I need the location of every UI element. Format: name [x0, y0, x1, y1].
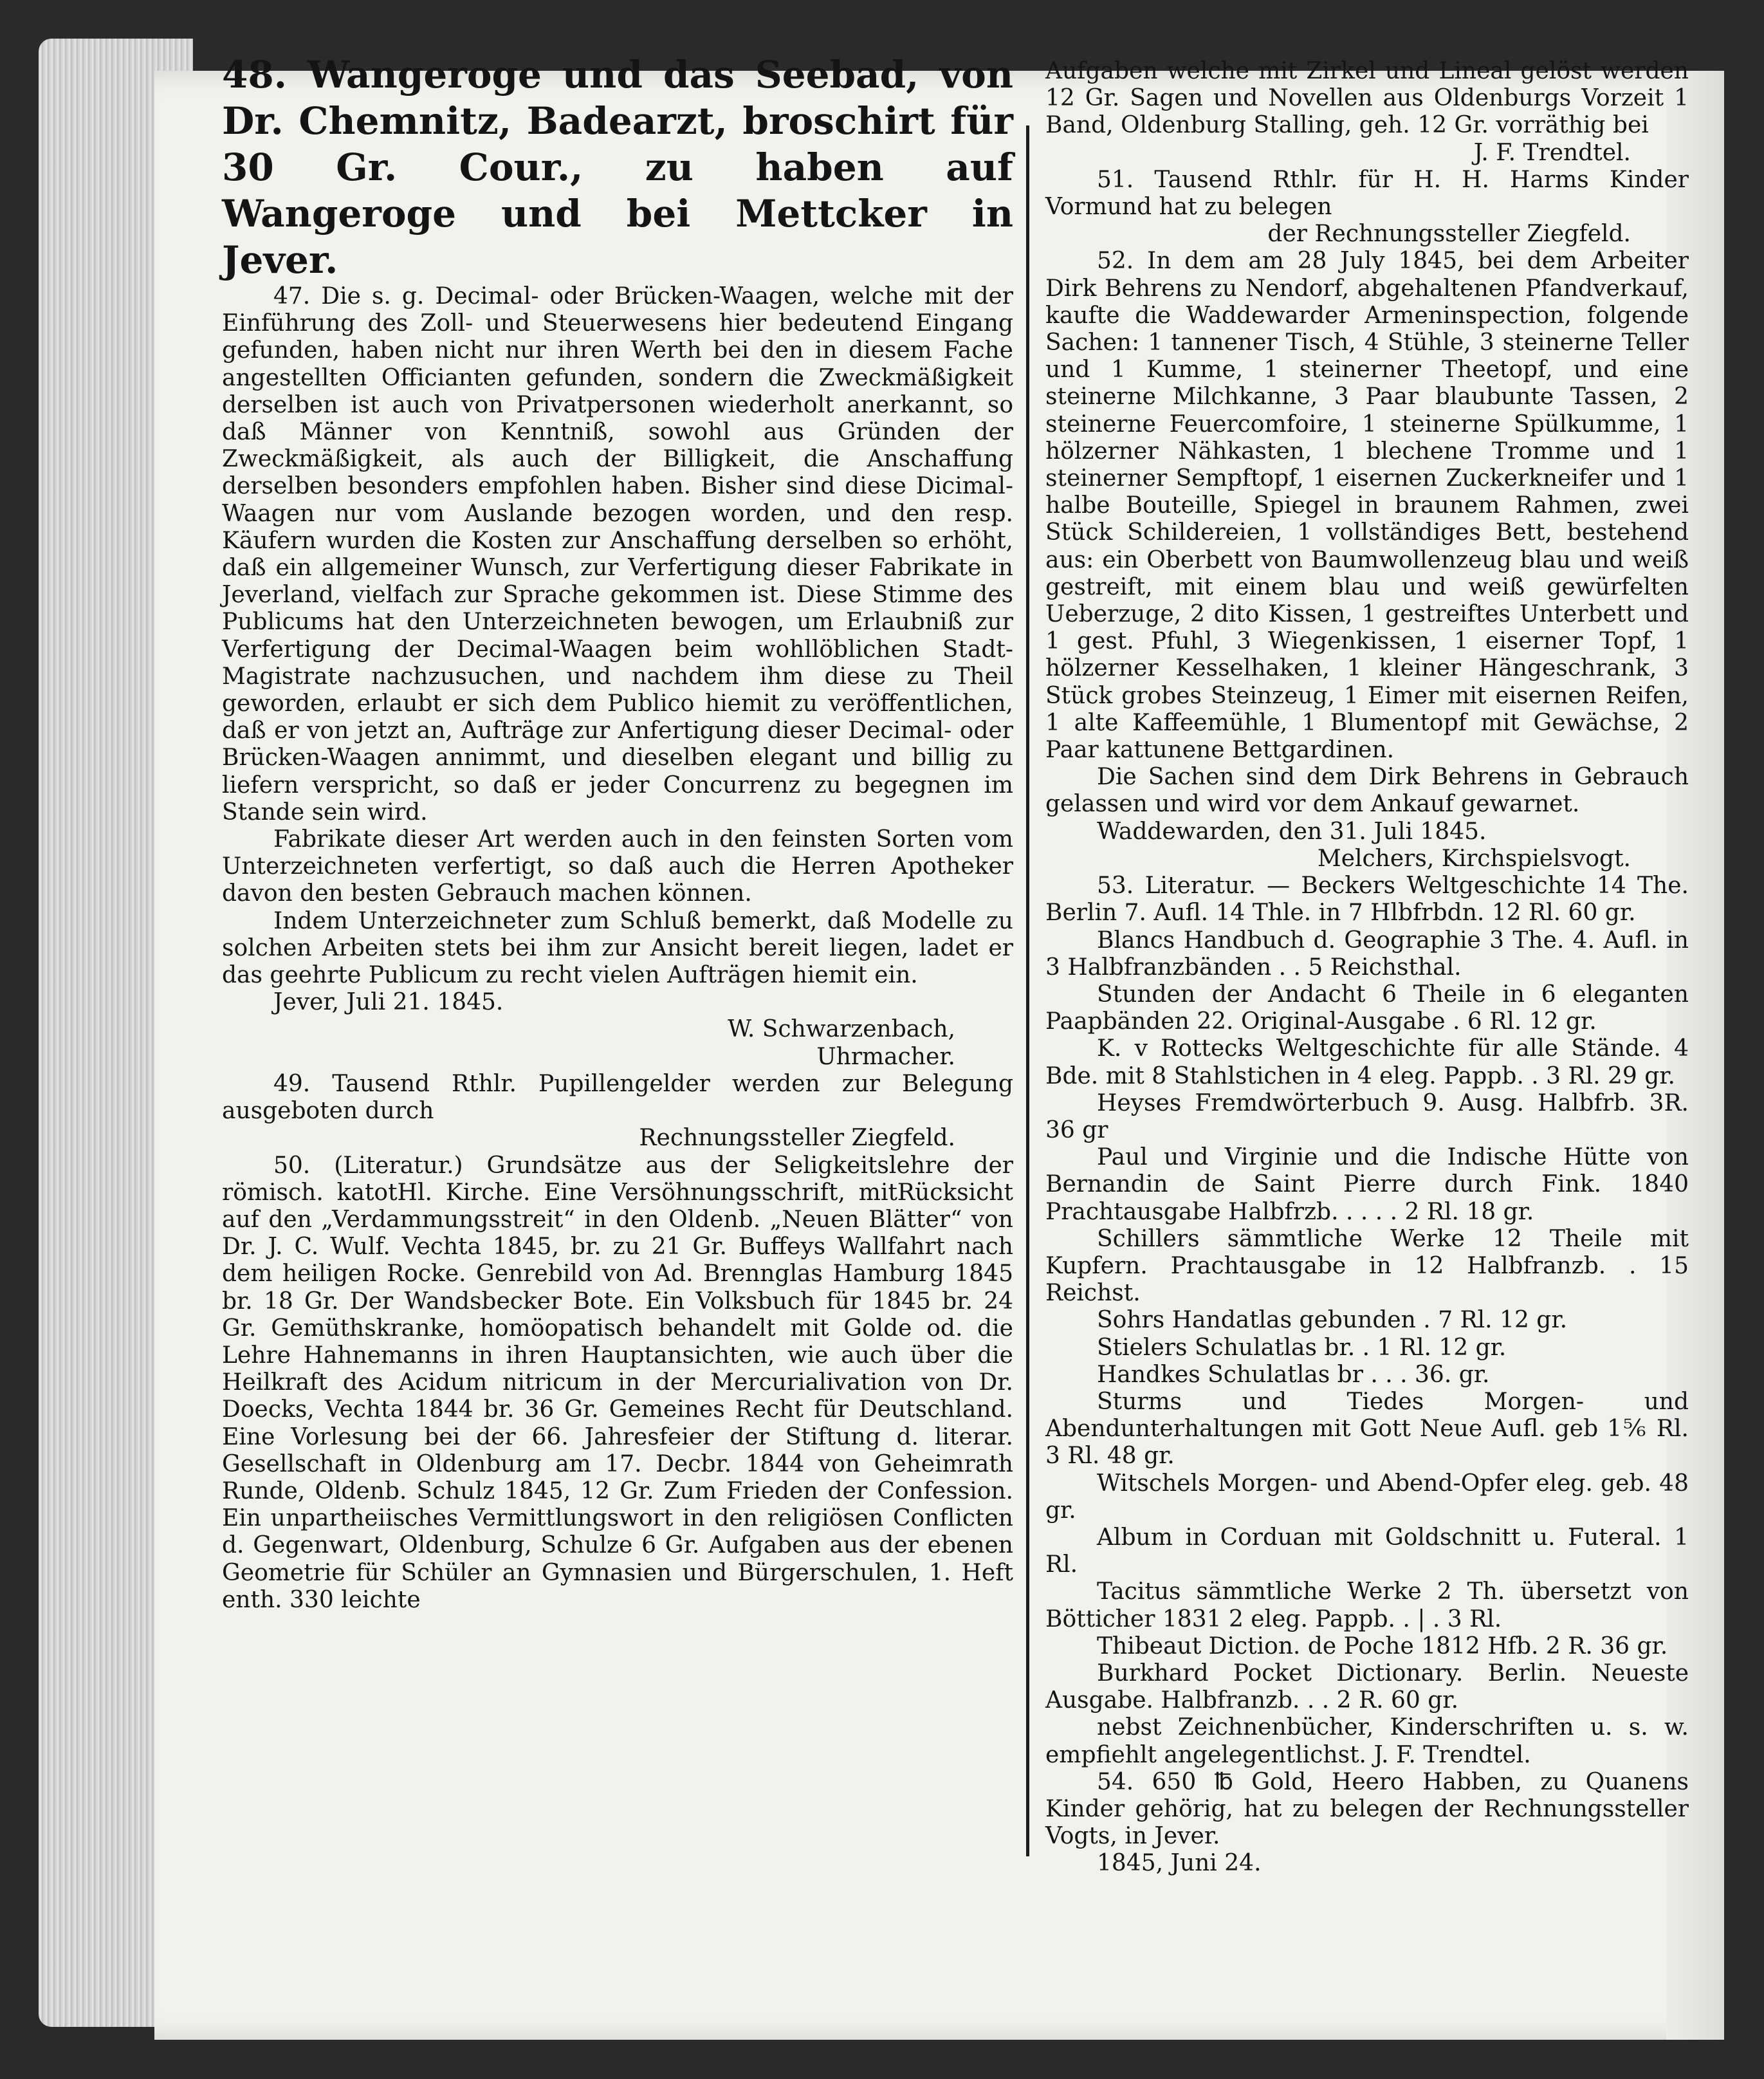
notice-52-signature: Melchers, Kirchspielsvogt. — [1317, 845, 1631, 872]
notice-52-body: 52. In dem am 28 July 1845, bei dem Arbeiter Dirk Behrens zu Nendorf, abgehaltenen Pfandverkauf, kaufte die Waddewarder Armeninspection, folgende Sachen: 1 tannener Tisch, 4 Stühle, 3 steinerne Teller und 1 Kumme, 1 steinerner Theetopf, und eine steinerne Milchkanne, 3 Paar blaubunte Tassen, 2 steinerne Feuercomfoire, 1 steinerne Spülkumme, 1 hölzerner Nähkasten, 1 blechene Tromme und 1 steinerner Sempftopf, 1 eisernen Zuckerkneifer und 1 halbe Bouteille, Spiegel in braunem Rahmen, zwei Stück Schildereien, 1 vollständiges Bett, bestehend aus: ein Oberbett von Baumwollenzeug blau und weiß gestreift, mit einem blau und weiß gewürfelten Ueberzuge, 2 dito Kissen, 1 gestreiftes Unterbett und 1 gest. Pfuhl, 3 Wiegenkissen, 1 eiserner Topf, 1 hölzerner Kesselhaken, 1 kleiner Hängeschrank, 3 Stück grobes Steinzeug, 1 Eimer mit eisernen Reifen, 1 alte Kaffeemühle, 1 Blumentopf mit Gewächse, 2 Paar kattunene Bettgardinen. — [1045, 248, 1689, 764]
notice-53-item: Blancs Handbuch d. Geographie 3 The. 4. Aufl. in 3 Halbfranzbänden . . 5 Reichsthal. — [1045, 927, 1689, 981]
notice-53-body: 53. Literatur. — Beckers Weltgeschichte 14 The. Berlin 7. Aufl. 14 Thle. in 7 Hlbfrbdn. 12 Rl. 60 gr. — [1045, 873, 1689, 927]
notice-49-signature: Rechnungssteller Ziegfeld. — [639, 1125, 955, 1152]
notice-53-item: Heyses Fremdwörterbuch 9. Ausg. Halbfrb. 3R. 36 gr — [1045, 1089, 1689, 1143]
right-column — [1045, 58, 1689, 1878]
notice-50-continued: Aufgaben welche mit Zirkel und Lineal gelöst werden 12 Gr. Sagen und Novellen aus Oldenburgs Vorzeit 1 Band, Oldenburg Stalling, geh. 12 Gr. vorräthig bei — [1045, 58, 1689, 139]
notice-53-item: Sohrs Handatlas gebunden . 7 Rl. 12 gr. — [1097, 1307, 1568, 1334]
notice-47-date: Jever, Juli 21. 1845. — [273, 989, 504, 1016]
column-rule — [1026, 125, 1029, 1856]
notice-53-item: Sturms und Tiedes Morgen- und Abendunterhaltungen mit Gott Neue Aufl. geb 1⅚ Rl. 3 Rl. 48 gr. — [1045, 1388, 1689, 1470]
notice-53-item: Thibeaut Diction. de Poche 1812 Hfb. 2 R. 36 gr. — [1097, 1632, 1668, 1659]
notice-53-item: Handkes Schulatlas br . . . 36. gr. — [1097, 1361, 1490, 1388]
notice-52-date: Waddewarden, den 31. Juli 1845. — [1097, 818, 1487, 845]
notice-53-item: Paul und Virginie und die Indische Hütte von Bernandin de Saint Pierre durch Fink. 1840 Prachtausgabe Halbfrzb. . . . . 2 Rl. 18 gr. — [1045, 1144, 1689, 1225]
notice-47-occupation: Uhrmacher. — [816, 1043, 955, 1070]
notice-54-date: 1845, Juni 24. — [1097, 1850, 1262, 1877]
notice-51-signature: der Rechnungssteller Ziegfeld. — [1267, 221, 1631, 248]
notice-53-item: K. v Rottecks Weltgeschichte für alle Stände. 4 Bde. mit 8 Stahlstichen in 4 eleg. Pappb. . 3 Rl. 29 gr. — [1045, 1035, 1689, 1089]
notice-53-item: Witschels Morgen- und Abend-Opfer eleg. geb. 48 gr. — [1045, 1470, 1689, 1524]
notice-47-signature: W. Schwarzenbach, — [728, 1016, 955, 1043]
notice-51-body: 51. Tausend Rthlr. für H. H. Harms Kinder Vormund hat zu belegen — [1045, 166, 1689, 221]
notice-54-body: 54. 650 ℔ Gold, Heero Habben, zu Quanens Kinder gehörig, hat zu belegen der Rechnungssteller Vogts, in Jever. — [1045, 1768, 1689, 1850]
left-column — [222, 51, 1013, 1614]
notice-53-item: Schillers sämmtliche Werke 12 Theile mit Kupfern. Prachtausgabe in 12 Halbfranzb. . 15 Reichst. — [1045, 1225, 1689, 1307]
notice-47-paragraph-3: Indem Unterzeichneter zum Schluß bemerkt, daß Modelle zu solchen Arbeiten stets bei ihm zur Ansicht bereit liegen, ladet er das geehrte Publicum zu recht vielen Aufträgen hiemit ein. — [222, 907, 1013, 989]
notice-53-item: Stielers Schulatlas br. . 1 Rl. 12 gr. — [1097, 1334, 1507, 1361]
notice-53-item: nebst Zeichnenbücher, Kinderschriften u. s. w. empfiehlt angelegentlichst. J. F. Trendtel. — [1045, 1714, 1689, 1768]
notice-52-paragraph-2: Die Sachen sind dem Dirk Behrens in Gebrauch gelassen und wird vor dem Ankauf gewarnet. — [1045, 764, 1689, 818]
notice-49-body: 49. Tausend Rthlr. Pupillengelder werden zur Belegung ausgeboten durch — [222, 1070, 1013, 1125]
notice-53-item: Stunden der Andacht 6 Theile in 6 eleganten Paapbänden 22. Original-Ausgabe . 6 Rl. 12 gr. — [1045, 981, 1689, 1035]
notice-47-paragraph-2: Fabrikate dieser Art werden auch in den feinsten Sorten vom Unterzeichneten verfertigt, so daß auch die Herren Apotheker davon den besten Gebrauch machen können. — [222, 826, 1013, 907]
notice-53-item: Burkhard Pocket Dictionary. Berlin. Neueste Ausgabe. Halbfranzb. . . 2 R. 60 gr. — [1045, 1659, 1689, 1714]
notice-50-signature: J. F. Trendtel. — [1473, 139, 1631, 166]
notice-53-item: Tacitus sämmtliche Werke 2 Th. übersetzt von Bötticher 1831 2 eleg. Pappb. . | . 3 Rl. — [1045, 1578, 1689, 1632]
notice-53-item: Album in Corduan mit Goldschnitt u. Futeral. 1 Rl. — [1045, 1524, 1689, 1578]
notice-47-body: 47. Die s. g. Decimal- oder Brücken-Waagen, welche mit der Einführung des Zoll- und Steuerwesens hier bedeutend Eingang gefunden, haben nicht nur ihren Werth bei den in diesem Fache angestellten Officianten gefunden, sondern die Zweckmäßigkeit derselben ist auch von Privatpersonen wiederholt anerkannt, so daß Männer von Kenntniß, sowohl aus Gründen der Zweckmäßigkeit, als auch der Billigkeit, die Anschaffung derselben besonders empfohlen haben. Bisher sind diese Dicimal-Waagen nur vom Auslande bezogen worden, und den resp. Käufern wurden die Kosten zur Anschaffung derselben so erhöht, daß ein allgemeiner Wunsch, zur Verfertigung dieser Fabrikate in Jeverland, vielfach zur Sprache gekommen ist. Diese Stimme des Publicums hat den Unterzeichneten bewogen, um Erlaubniß zur Verfertigung der Decimal-Waagen beim wohllöblichen Stadt-Magistrate nachzusuchen, und nachdem ihm diese zu Theil geworden, erlaubt er sich dem Publico hiemit zu veröffentlichen, daß er von jetzt an, Aufträge zur Anfertigung dieser Decimal- oder Brücken-Waagen annimmt, und dieselben elegant und billig zu liefern verspricht, so daß er jeder Concurrenz zu begegnen im Stande sein wird. — [222, 283, 1013, 826]
notice-48-heading: 48. Wangeroge und das Seebad, von Dr. Chemnitz, Badearzt, broschirt für 30 Gr. Cour., zu haben auf Wangeroge und bei Mettcker in Jever. — [222, 53, 1013, 282]
notice-50-body: 50. (Literatur.) Grundsätze aus der Seligkeitslehre der römisch. katotHl. Kirche. Eine Versöhnungsschrift, mitRücksicht auf den „Verdammungsstreit“ in den Oldenb. „Neuen Blätter“ von Dr. J. C. Wulf. Vechta 1845, br. zu 21 Gr. Buffeys Wallfahrt nach dem heiligen Rocke. Genrebild von Ad. Brennglas Hamburg 1845 br. 18 Gr. Der Wandsbecker Bote. Ein Volksbuch für 1845 br. 24 Gr. Gemüthskranke, homöopatisch behandelt mit Golde od. die Lehre Hahnemanns in ihren Hauptansichten, wie auch über die Heilkraft des Acidum nitricum in der Mercurialivation von Dr. Doecks, Vechta 1844 br. 36 Gr. Gemeines Recht für Deutschland. Eine Vorlesung bei der 66. Jahresfeier der Stiftung d. literar. Gesellschaft in Oldenburg am 17. Decbr. 1844 von Geheimrath Runde, Oldenb. Schulz 1845, 12 Gr. Zum Frieden der Confession. Ein unpartheiisches Vermittlungswort in den religiösen Conflicten d. Gegenwart, Oldenburg, Schulze 6 Gr. Aufgaben aus der ebenen Geometrie für Schüler an Gymnasien und Bürgerschulen, 1. Heft enth. 330 leichte — [222, 1152, 1013, 1613]
